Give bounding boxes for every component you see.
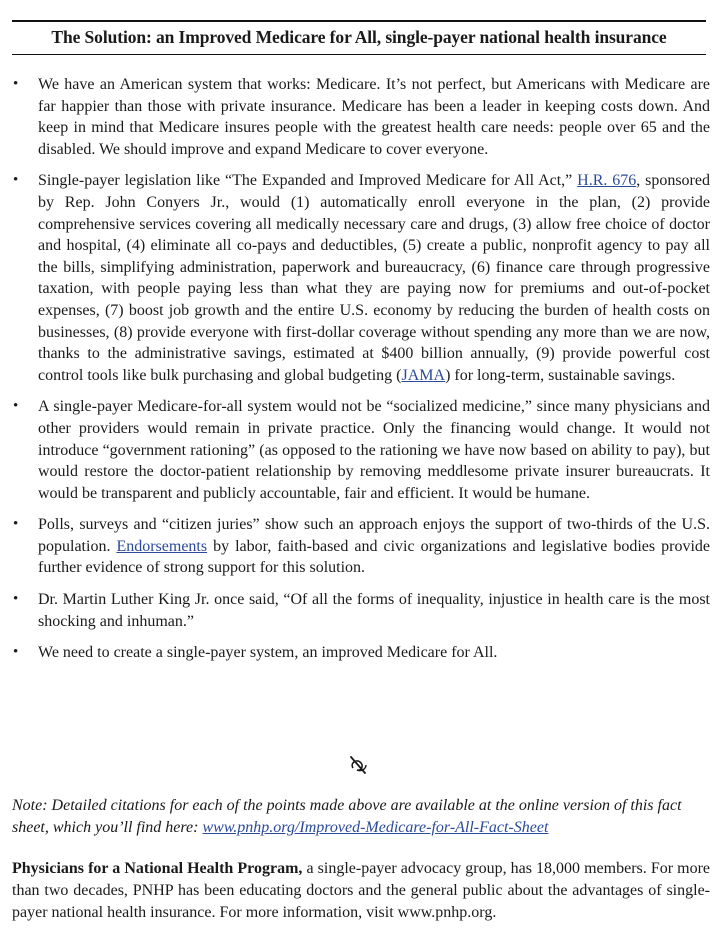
point-text: ) for long-term, sustainable savings. (445, 366, 676, 384)
endorsements-link[interactable]: Endorsements (116, 537, 208, 555)
fact-sheet-link[interactable]: www.pnhp.org/Improved-Medicare-for-All-Fact-Sheet (202, 819, 549, 836)
organization-name: Physicians for a National Health Program, (12, 860, 303, 877)
hr-676-link[interactable]: H.R. 676 (577, 172, 637, 190)
point-text: We need to create a single-payer system, an improved Medicare for All. (38, 644, 498, 662)
point-text: by labor, faith-based and civic organizations and legislative bodies provide further evidence of strong support for this solution. (38, 537, 711, 577)
list-item (0, 74, 720, 160)
section-title: The Solution: an Improved Medicare for All, single-payer national health insurance (51, 27, 667, 47)
list-item (0, 396, 720, 504)
point-text: Polls, surveys and “citizen juries” show such an approach enjoys the support of two-thirds of the U.S. population. (38, 516, 710, 555)
list-item (0, 642, 720, 664)
bullet-icon: • (13, 644, 19, 661)
bullet-icon: • (13, 398, 19, 415)
point-text: We have an American system that works: Medicare. It’s not perfect, but Americans with Medicare are far happier than those with private insurance. Medicare has been a leader in keeping costs down. And keep in mind that Medicare insures people with the greatest health care needs: people over 65 and the disabled. We should improve and expand Medicare to cover everyone. (38, 76, 710, 158)
bullet-icon: • (13, 591, 19, 608)
point-text: , sponsored by Rep. John Conyers Jr., would (1) automatically enroll everyone in the plan, (2) provide comprehensive services covering all medically necessary care and drugs, (3) allow free choice of doctor and hospital, (4) eliminate all co-pays and deductibles, (5) create a public, nonprofit agency to pay all the bills, simplifying administration, paperwork and bureaucracy, (6) finance care through progressive taxation, with people paying less than what they are paying now for premiums and out-of-pocket expenses, (7) boost job growth and the entire U.S. economy by reducing the burden of health costs on businesses, (8) provide everyone with first-dollar coverage without spending any more than we are now, thanks to the administrative savings, estimated at $400 billion annually, (9) provide powerful cost control tools like bulk purchasing and global budgeting ( (38, 172, 710, 384)
bullet-icon: • (13, 76, 19, 92)
organization-footer (12, 858, 710, 924)
list-item (0, 514, 720, 579)
citation-note (12, 795, 712, 839)
section-header (12, 20, 706, 55)
list-item (0, 589, 720, 632)
caduceus-ornament-icon (348, 754, 370, 776)
point-text: Single-payer legislation like “The Expanded and Improved Medicare for All Act,” (38, 172, 578, 190)
note-text: Note: Detailed citations for each of the points made above are available at the online version of this fact sheet, which you’ll find here: (12, 797, 682, 836)
jama-link[interactable]: JAMA (401, 366, 446, 384)
footer-text: a single-payer advocacy group, has 18,000 members. For more than two decades, PNHP has been educating doctors and the general public about the advantages of single-payer national health insurance. For more information, visit www.pnhp.org. (12, 860, 711, 921)
bullet-icon: • (13, 172, 19, 189)
list-item (0, 170, 720, 386)
point-text: Dr. Martin Luther King Jr. once said, “Of all the forms of inequality, injustice in health care is the most shocking and inhuman.” (38, 591, 710, 630)
solution-points-list (0, 74, 720, 674)
bullet-icon: • (13, 516, 19, 533)
point-text: A single-payer Medicare-for-all system would not be “socialized medicine,” since many physicians and other providers would remain in private practice. Only the financing would change. It would not introduce “government rationing” (as opposed to the rationing we have now based on ability to pay), but would restore the doctor-patient relationship by removing meddlesome private insurer bureaucrats. It would be transparent and publicly accountable, fair and efficient. It would be humane. (38, 398, 710, 502)
